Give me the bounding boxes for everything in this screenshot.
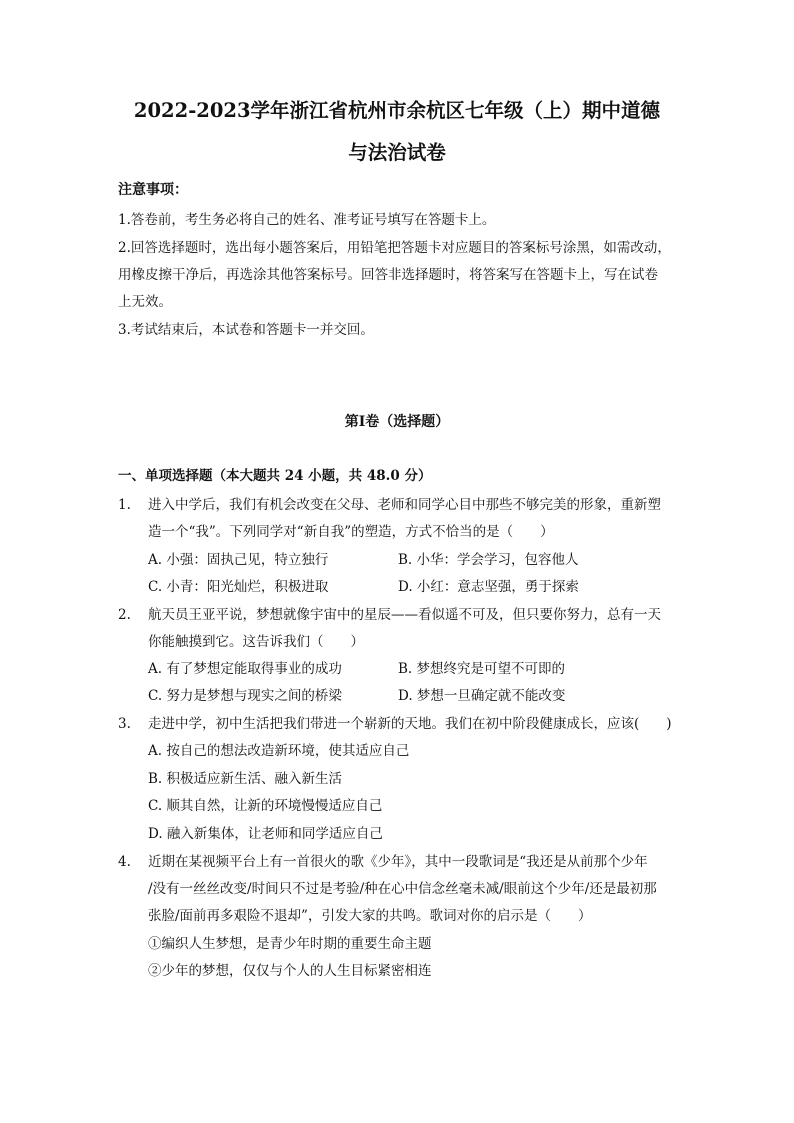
question-text: 进入中学后，我们有机会改变在父母、老师和同学心目中那些不够完美的形象，重新塑 — [148, 497, 661, 513]
question-text: 造一个“我”。下列同学对“新自我”的塑造，方式不恰当的是（ ） — [148, 524, 554, 540]
question-text: 走进中学，初中生活把我们带进一个崭新的天地。我们在初中阶段健康成长，应该( ) — [148, 716, 672, 732]
notice-item: 上无效。 — [118, 294, 172, 310]
answer-option: B. 梦想终究是可望不可即的 — [398, 661, 566, 677]
question-text: 航天员王亚平说，梦想就像宇宙中的星辰——看似遥不可及，但只要你努力，总有一天 — [148, 607, 661, 623]
question-number: 4. — [118, 854, 131, 870]
statement-item: ②少年的梦想，仅仅与个人的人生目标紧密相连 — [148, 963, 432, 979]
answer-option: D. 梦想一旦确定就不能改变 — [398, 688, 566, 704]
answer-option: C. 小青：阳光灿烂，积极进取 — [148, 579, 329, 595]
part-title: 一、单项选择题（本大题共 24 小题，共 48.0 分） — [118, 468, 432, 484]
notice-item: 2.回答选择题时，选出每小题答案后，用铅笔把答题卡对应题目的答案标号涂黑，如需改动， — [118, 240, 671, 256]
question-number: 3. — [118, 716, 131, 732]
answer-option: B. 积极适应新生活、融入新生活 — [148, 771, 343, 787]
question-text: 张脸/面前再多艰险不退却”，引发大家的共鸣。歌词对你的启示是（ ） — [148, 908, 592, 924]
answer-option: C. 努力是梦想与现实之间的桥梁 — [148, 688, 342, 704]
notice-item: 1.答卷前，考生务必将自己的姓名、准考证号填写在答题卡上。 — [118, 212, 496, 228]
notice-heading: 注意事项： — [118, 182, 188, 198]
question-text: /没有一丝丝改变/时间只不过是考验/种在心中信念丝毫未减/眼前这个少年/还是最初那 — [148, 881, 657, 897]
section-title: 第Ⅰ卷（选择题） — [344, 414, 450, 430]
answer-option: B. 小华：学会学习，包容他人 — [398, 552, 579, 568]
statement-item: ①编织人生梦想，是青少年时期的重要生命主题 — [148, 936, 432, 952]
question-text: 近期在某视频平台上有一首很火的歌《少年》，其中一段歌词是“我还是从前那个少年 — [148, 854, 648, 870]
answer-option: C. 顺其自然，让新的环境慢慢适应自己 — [148, 798, 383, 814]
question-number: 1. — [118, 497, 131, 513]
notice-item: 3.考试结束后，本试卷和答题卡一并交回。 — [118, 322, 374, 338]
page-title-continued: 与法治试卷 — [348, 141, 446, 164]
question-text: 你能触摸到它。这告诉我们（ ） — [148, 634, 364, 650]
notice-item: 用橡皮擦干净后，再选涂其他答案标号。回答非选择题时，将答案写在答题卡上，写在试卷 — [118, 267, 658, 283]
answer-option: A. 有了梦想定能取得事业的成功 — [148, 661, 342, 677]
answer-option: D. 融入新集体，让老师和同学适应自己 — [148, 826, 383, 842]
answer-option: A. 小强：固执己见，特立独行 — [148, 552, 329, 568]
question-number: 2. — [118, 607, 131, 623]
answer-option: A. 按自己的想法改造新环境，使其适应自己 — [148, 743, 410, 759]
page-title: 2022-2023学年浙江省杭州市余杭区七年级（上）期中道德 — [133, 99, 661, 122]
answer-option: D. 小红：意志坚强，勇于探索 — [398, 579, 579, 595]
